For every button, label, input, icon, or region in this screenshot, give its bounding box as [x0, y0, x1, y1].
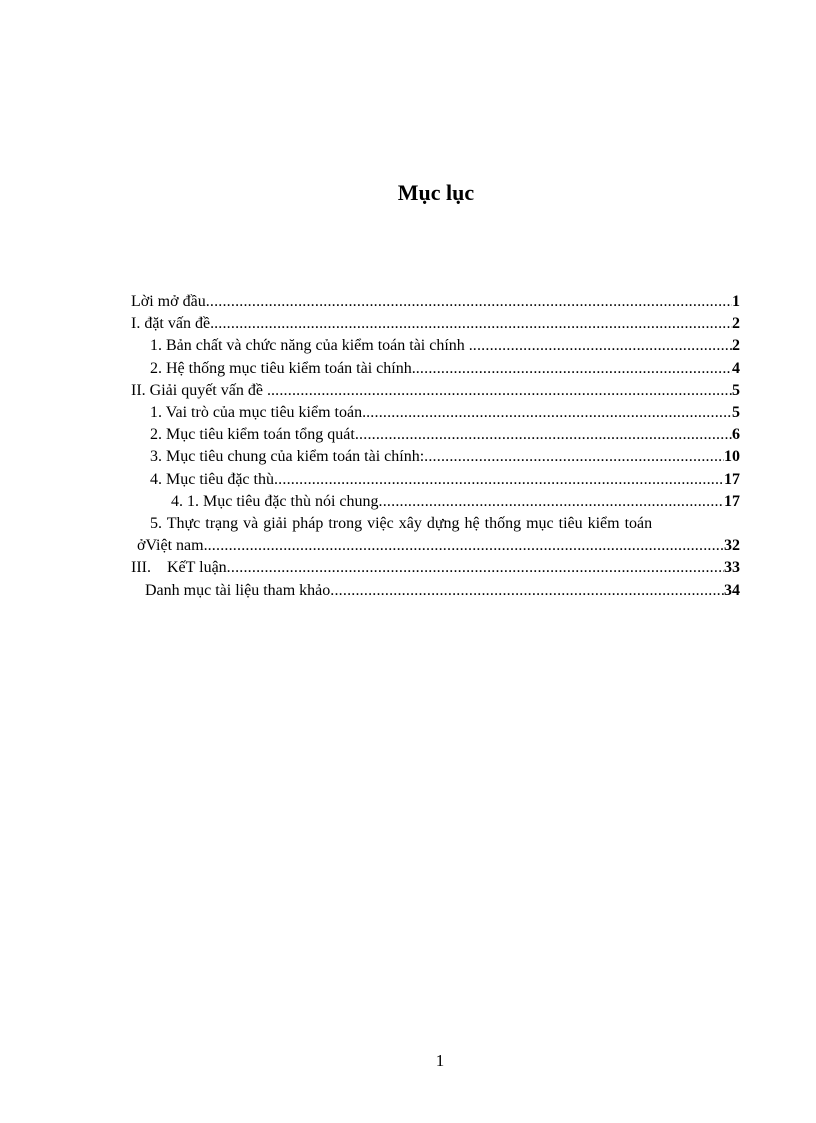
toc-entry-label-line-2: ởViệt nam. [137, 537, 208, 555]
toc-entry-section-1-2[interactable] [131, 358, 740, 380]
toc-entry-page: 2 [732, 315, 740, 333]
dot-leader [214, 313, 732, 335]
toc-entry-section-2-4[interactable] [131, 469, 740, 491]
toc-entry-page: 17 [724, 492, 740, 510]
toc-entry-page: 34 [724, 581, 740, 599]
toc-entry-section-3[interactable] [131, 557, 740, 579]
toc-entry-label: I. đặt vấn đề. [131, 315, 215, 333]
dot-leader [424, 446, 724, 468]
dot-leader [330, 580, 724, 602]
toc-entry-page: 5 [732, 381, 740, 399]
dot-leader [274, 469, 724, 491]
dot-leader [271, 380, 732, 402]
toc-entry-section-2-4-1[interactable] [131, 491, 740, 513]
toc-entry-page: 5 [732, 404, 740, 422]
page-title: Mục lục [397, 180, 475, 205]
toc-entry-section-1-1[interactable] [131, 335, 740, 357]
toc-entry-label: Lời mở đầu [131, 293, 206, 310]
toc-entry-section-1[interactable] [131, 313, 740, 335]
toc-entry-section-2-5[interactable] [131, 513, 740, 557]
dot-leader [227, 557, 724, 579]
toc-entry-label: 4. 1. Mục tiêu đặc thù nói chung [171, 492, 379, 510]
toc-entry-section-2[interactable] [131, 380, 740, 402]
toc-entry-page: 10 [724, 448, 740, 466]
toc-entry-page: 32 [724, 537, 740, 555]
toc-entry-label: II. Giải quyết vấn đề . [131, 381, 271, 399]
toc-entry-label: 2. Mục tiêu kiểm toán tổng quát [150, 426, 355, 444]
toc-entry-label: III. KếT luận [131, 559, 227, 577]
toc-entry-label: Danh mục tài liệu tham khảo [145, 581, 331, 599]
toc-entry-introduction[interactable] [131, 291, 740, 313]
table-of-contents [131, 291, 740, 602]
toc-entry-label: 1. Bản chất và chức năng của kiểm toán tài chính . [150, 337, 473, 355]
toc-entry-label: 2. Hệ thống mục tiêu kiểm toán tài chính. [150, 359, 416, 377]
toc-entry-section-2-3[interactable] [131, 446, 740, 468]
toc-entry-section-2-2[interactable] [131, 424, 740, 446]
dot-leader [416, 358, 732, 380]
toc-entry-page: 1 [732, 293, 740, 310]
toc-entry-page: 2 [732, 337, 740, 355]
toc-entry-page: 33 [724, 559, 740, 577]
toc-entry-page: 4 [732, 359, 740, 377]
toc-entry-references[interactable] [131, 580, 740, 602]
toc-entry-section-2-1[interactable] [131, 402, 740, 424]
dot-leader [206, 291, 732, 313]
dot-leader [366, 402, 732, 424]
dot-leader [208, 535, 724, 557]
toc-entry-page: 6 [732, 426, 740, 444]
toc-entry-label-line-1: 5. Thực trạng và giải pháp trong việc xây dựng hệ thống mục tiêu kiểm toán [150, 515, 653, 533]
toc-entry-label: 1. Vai trò của mục tiêu kiểm toán. [150, 404, 367, 422]
toc-entry-label: 4. Mục tiêu đặc thù [150, 470, 274, 488]
toc-entry-label: 3. Mục tiêu chung của kiểm toán tài chính: [150, 448, 425, 466]
dot-leader [379, 491, 724, 513]
toc-entry-page: 17 [724, 470, 740, 488]
dot-leader [355, 424, 732, 446]
dot-leader [473, 335, 732, 357]
page-number: 1 [435, 1051, 445, 1070]
